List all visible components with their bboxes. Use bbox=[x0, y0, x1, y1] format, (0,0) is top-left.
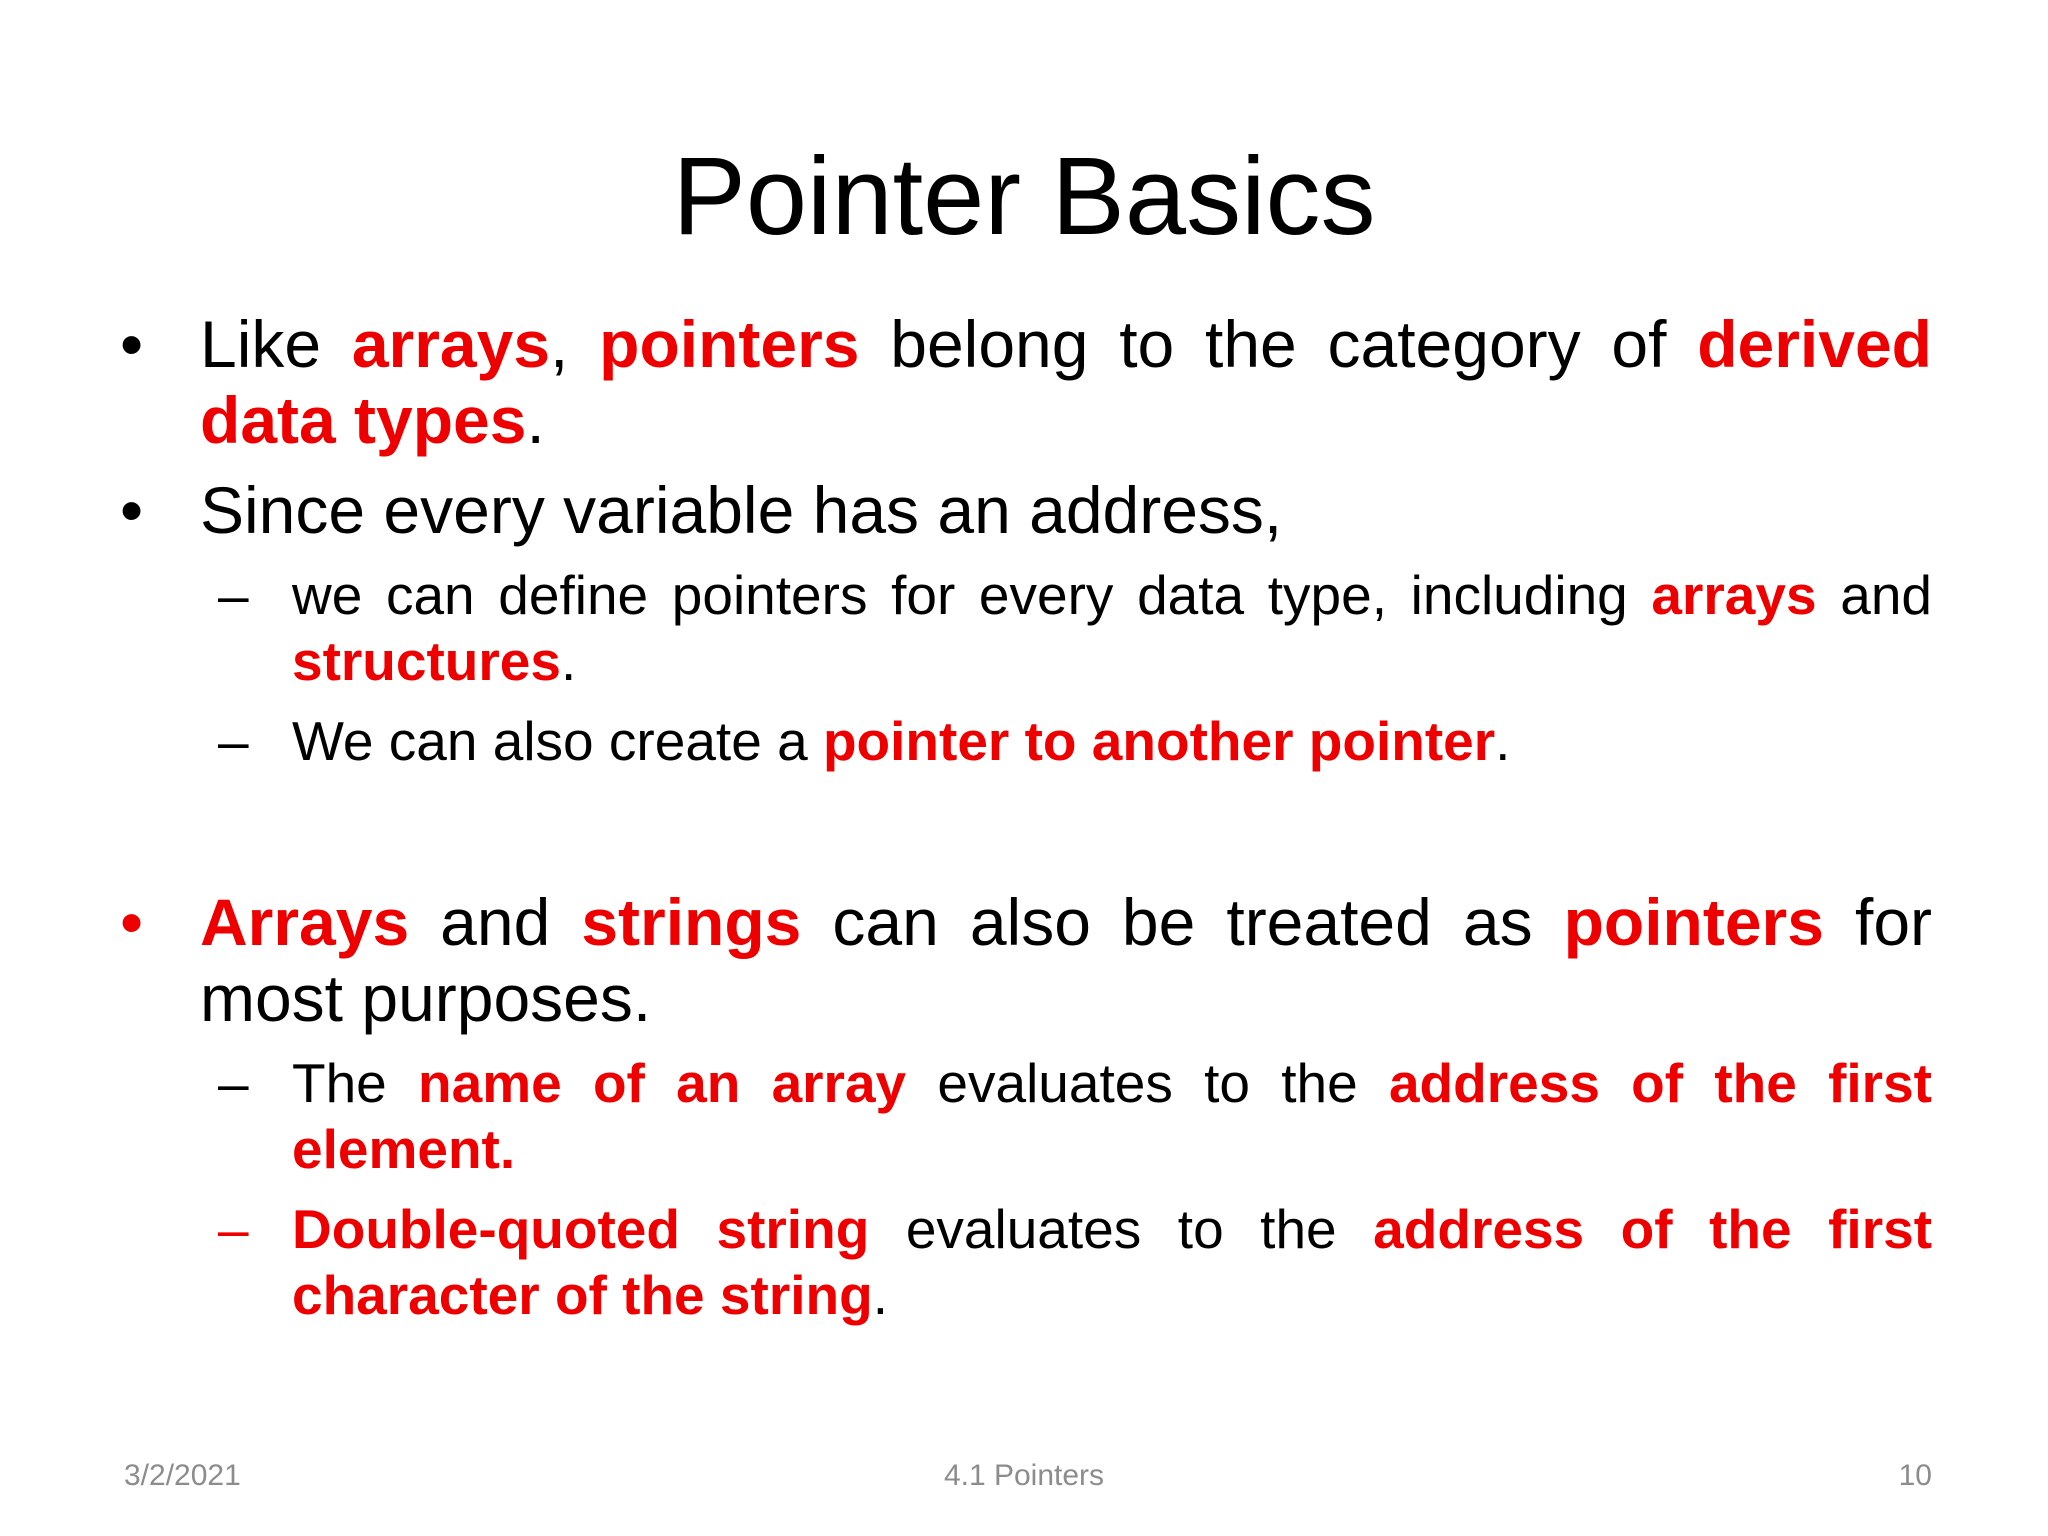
highlighted-term: Arrays bbox=[200, 885, 410, 959]
highlighted-term: address of the first character of the string bbox=[292, 1198, 1933, 1326]
bullet-item bbox=[120, 884, 1932, 1036]
dash-icon: – bbox=[218, 1052, 249, 1114]
text-segment: The bbox=[292, 1052, 419, 1114]
dash-icon: – bbox=[218, 710, 249, 772]
text-segment: Since every variable has an address, bbox=[200, 473, 1283, 547]
sub-bullet-text bbox=[292, 564, 1932, 692]
text-segment: . bbox=[560, 630, 577, 692]
text-segment: and bbox=[1816, 564, 1932, 626]
sub-bullet-item bbox=[120, 562, 1932, 694]
text-segment: can also be treated as bbox=[801, 885, 1564, 959]
bullet-icon: • bbox=[120, 885, 144, 959]
dash-icon: – bbox=[218, 564, 249, 626]
highlighted-term: Double-quoted string bbox=[292, 1198, 870, 1260]
bullet-text bbox=[200, 885, 1932, 1035]
sub-bullet-text bbox=[292, 1198, 1932, 1326]
highlighted-term: arrays bbox=[351, 307, 551, 381]
sub-bullet-text bbox=[292, 1052, 1932, 1180]
text-segment: evaluates to the bbox=[906, 1052, 1389, 1114]
text-segment: We can also create a bbox=[292, 710, 823, 772]
highlighted-term: name of an array bbox=[418, 1052, 907, 1114]
sub-bullet-text bbox=[292, 710, 1510, 772]
sub-bullet-item bbox=[120, 708, 1932, 774]
bullet-icon: • bbox=[120, 307, 144, 381]
sub-bullet-item bbox=[120, 1050, 1932, 1182]
dash-icon: – bbox=[218, 1198, 249, 1260]
text-segment: and bbox=[409, 885, 582, 959]
text-segment: evaluates to the bbox=[869, 1198, 1374, 1260]
highlighted-term: pointer to another pointer bbox=[822, 710, 1496, 772]
bullet-text bbox=[200, 473, 1282, 547]
text-segment: for most purposes. bbox=[200, 885, 1932, 1035]
slide-body bbox=[120, 306, 1932, 1328]
sub-bullet-item bbox=[120, 1196, 1932, 1328]
text-segment: we can define pointers for every data type, including bbox=[292, 564, 1652, 626]
footer-page-number: 10 bbox=[1898, 1459, 1932, 1492]
slide-title: Pointer Basics bbox=[672, 135, 1376, 258]
highlighted-term: arrays bbox=[1651, 564, 1817, 626]
text-segment: . bbox=[872, 1264, 888, 1326]
text-segment: belong to the category of bbox=[859, 307, 1698, 381]
footer-title: 4.1 Pointers bbox=[943, 1459, 1105, 1492]
highlighted-term: derived data types bbox=[200, 307, 1932, 457]
highlighted-term: pointers bbox=[599, 307, 860, 381]
text-segment: . bbox=[1495, 710, 1511, 772]
highlighted-term: structures bbox=[292, 630, 561, 692]
highlighted-term: pointers bbox=[1563, 885, 1824, 959]
highlighted-term: strings bbox=[581, 885, 802, 959]
text-segment: , bbox=[550, 307, 600, 381]
bullet-item bbox=[120, 472, 1932, 548]
text-segment: . bbox=[526, 383, 545, 457]
text-segment: Like bbox=[200, 307, 352, 381]
footer-date: 3/2/2021 bbox=[124, 1459, 241, 1492]
bullet-icon: • bbox=[120, 473, 144, 547]
bullet-item bbox=[120, 306, 1932, 458]
bullet-text bbox=[200, 307, 1932, 457]
highlighted-term: address of the first element. bbox=[292, 1052, 1932, 1180]
